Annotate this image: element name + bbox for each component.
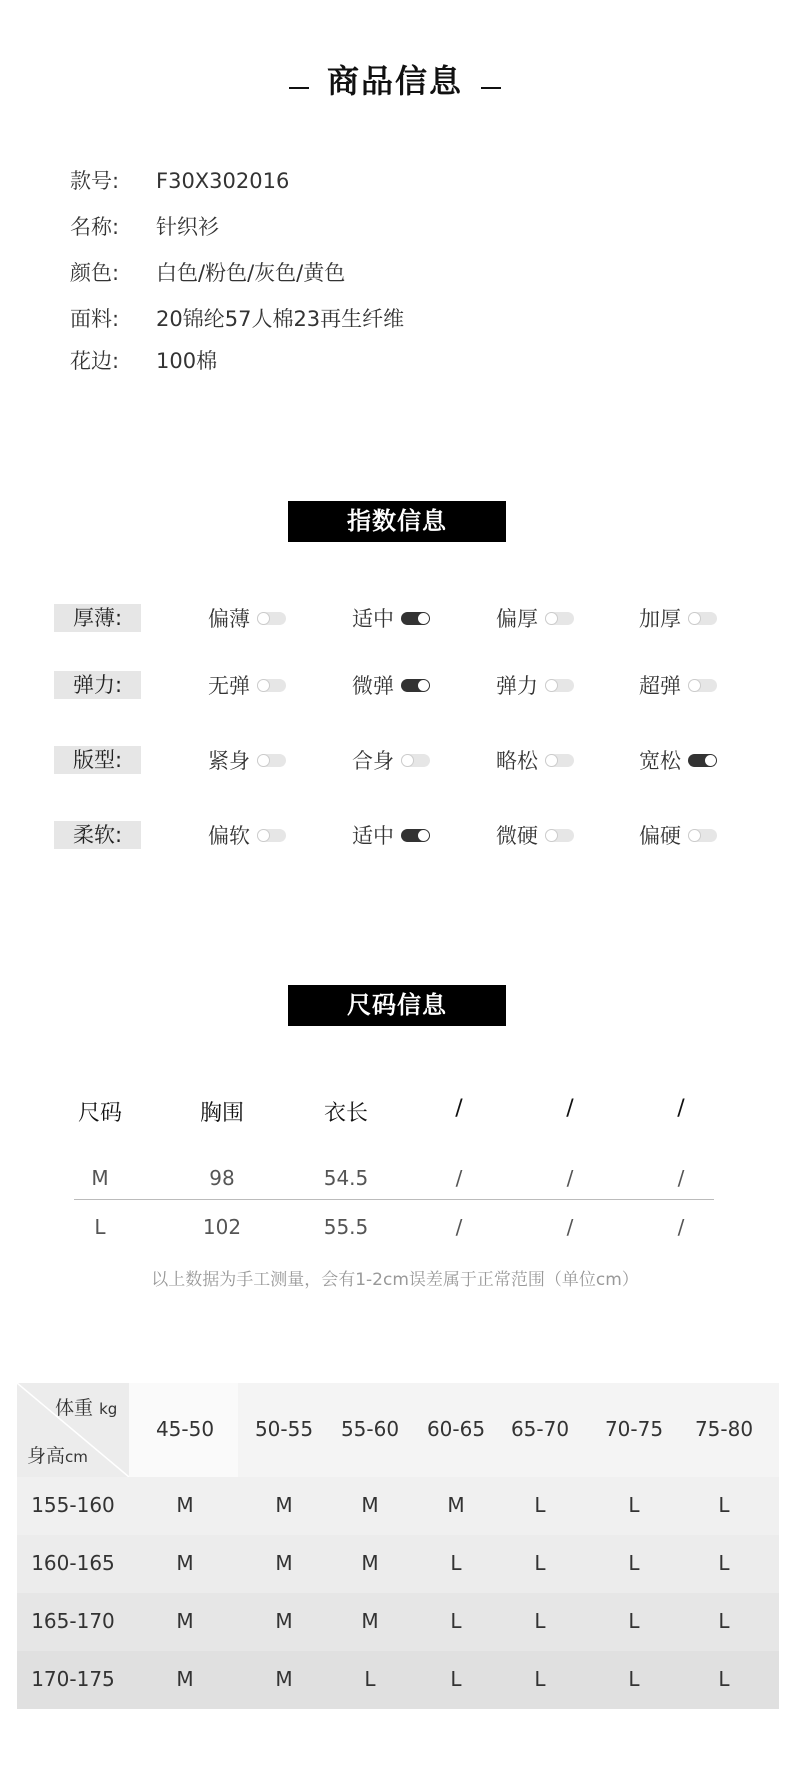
size-cell: L bbox=[718, 1667, 730, 1691]
height-cell: 155-160 bbox=[31, 1493, 115, 1517]
size-table-cell: 102 bbox=[202, 1215, 242, 1239]
index-option-label: 超弹 bbox=[639, 674, 681, 698]
corner-height-label bbox=[27, 1441, 88, 1468]
index-option-label: 宽松 bbox=[639, 749, 681, 773]
index-option-label: 弹力 bbox=[496, 674, 538, 698]
toggle-knob bbox=[546, 755, 557, 766]
toggle-off-icon bbox=[688, 612, 717, 625]
index-label: 柔软: bbox=[54, 821, 141, 849]
info-value: F30X302016 bbox=[156, 169, 290, 193]
index-option bbox=[639, 603, 717, 633]
size-cell: L bbox=[534, 1493, 546, 1517]
index-option-label: 偏硬 bbox=[639, 824, 681, 848]
toggle-off-icon bbox=[545, 829, 574, 842]
toggle-off-icon bbox=[257, 612, 286, 625]
size-table-cell: / bbox=[455, 1215, 463, 1239]
info-row-name bbox=[70, 211, 219, 241]
size-cell: M bbox=[275, 1667, 293, 1691]
info-value: 白色/粉色/灰色/黄色 bbox=[156, 261, 346, 285]
weight-header-cell: 65-70 bbox=[510, 1417, 570, 1441]
toggle-knob bbox=[689, 680, 700, 691]
height-cell: 165-170 bbox=[31, 1609, 115, 1633]
size-cell: M bbox=[176, 1551, 194, 1575]
size-cell: M bbox=[361, 1609, 379, 1633]
info-label: 颜色: bbox=[70, 261, 120, 285]
index-option-label: 微弹 bbox=[352, 674, 394, 698]
toggle-knob bbox=[418, 613, 429, 624]
size-cell: M bbox=[176, 1609, 194, 1633]
toggle-knob bbox=[258, 755, 269, 766]
weight-header-cell: 50-55 bbox=[254, 1417, 314, 1441]
index-option bbox=[352, 670, 430, 700]
size-header-cell: 胸围 bbox=[199, 1101, 244, 1126]
size-cell: L bbox=[718, 1551, 730, 1575]
index-option bbox=[352, 603, 430, 633]
size-table-cell: / bbox=[566, 1166, 574, 1190]
index-option bbox=[208, 745, 286, 775]
toggle-knob bbox=[258, 613, 269, 624]
size-table-cell: 98 bbox=[209, 1166, 235, 1190]
grid-header-row bbox=[17, 1383, 779, 1477]
weight-header-cell: 60-65 bbox=[426, 1417, 486, 1441]
weight-header-cell: 75-80 bbox=[694, 1417, 754, 1441]
index-option-label: 合身 bbox=[352, 749, 394, 773]
toggle-off-icon bbox=[545, 679, 574, 692]
corner-height-unit: cm bbox=[65, 1448, 88, 1466]
info-row-lace bbox=[70, 345, 217, 375]
grid-row bbox=[17, 1651, 779, 1709]
toggle-off-icon bbox=[257, 754, 286, 767]
size-table-cell: 54.5 bbox=[323, 1166, 369, 1190]
size-cell: L bbox=[534, 1609, 546, 1633]
size-table-cell: / bbox=[677, 1215, 685, 1239]
weight-header-cell: 45-50 bbox=[155, 1417, 215, 1441]
toggle-knob bbox=[689, 830, 700, 841]
info-row-fabric bbox=[70, 303, 404, 333]
toggle-knob bbox=[546, 680, 557, 691]
index-option bbox=[208, 603, 286, 633]
size-cell: M bbox=[176, 1667, 194, 1691]
index-option-label: 紧身 bbox=[208, 749, 250, 773]
toggle-knob bbox=[418, 680, 429, 691]
size-cell: L bbox=[628, 1609, 640, 1633]
index-option-label: 无弹 bbox=[208, 674, 250, 698]
size-cell: L bbox=[450, 1609, 462, 1633]
toggle-knob bbox=[402, 755, 413, 766]
toggle-off-icon bbox=[545, 612, 574, 625]
index-option bbox=[496, 603, 574, 633]
index-option bbox=[352, 745, 430, 775]
grid-row bbox=[17, 1477, 779, 1535]
index-option-label: 适中 bbox=[352, 607, 394, 631]
info-value: 100棉 bbox=[156, 349, 218, 373]
size-cell: M bbox=[275, 1551, 293, 1575]
size-banner: 尺码信息 bbox=[288, 985, 506, 1026]
corner-weight-text: 体重 bbox=[55, 1397, 94, 1419]
info-label: 款号: bbox=[70, 169, 120, 193]
index-label: 版型: bbox=[54, 746, 141, 774]
index-option-label: 偏厚 bbox=[496, 607, 538, 631]
index-option bbox=[639, 745, 717, 775]
size-cell: L bbox=[628, 1551, 640, 1575]
info-label: 花边: bbox=[70, 349, 120, 373]
index-option-label: 略松 bbox=[496, 749, 538, 773]
index-option bbox=[639, 820, 717, 850]
index-label: 厚薄: bbox=[54, 604, 141, 632]
height-cell: 170-175 bbox=[31, 1667, 115, 1691]
size-cell: L bbox=[450, 1551, 462, 1575]
toggle-off-icon bbox=[688, 829, 717, 842]
toggle-on-icon bbox=[401, 829, 430, 842]
toggle-off-icon bbox=[257, 829, 286, 842]
toggle-on-icon bbox=[401, 612, 430, 625]
toggle-knob bbox=[418, 830, 429, 841]
info-row-style bbox=[70, 165, 289, 195]
corner-height-text: 身高 bbox=[27, 1445, 66, 1467]
toggle-off-icon bbox=[545, 754, 574, 767]
page-title: 商品信息 bbox=[326, 62, 463, 100]
info-value: 20锦纶57人棉23再生纤维 bbox=[156, 307, 405, 331]
index-option bbox=[639, 670, 717, 700]
corner-weight-label bbox=[55, 1393, 117, 1420]
size-cell: M bbox=[447, 1493, 465, 1517]
size-cell: M bbox=[275, 1609, 293, 1633]
title-dash-left bbox=[289, 87, 309, 89]
size-cell: L bbox=[628, 1667, 640, 1691]
size-header-cell: / bbox=[566, 1096, 574, 1121]
size-cell: L bbox=[718, 1493, 730, 1517]
size-cell: L bbox=[718, 1609, 730, 1633]
toggle-knob bbox=[689, 613, 700, 624]
size-cell: M bbox=[275, 1493, 293, 1517]
size-note: 以上数据为手工测量，会有1-2cm误差属于正常范围（单位cm） bbox=[151, 1270, 639, 1290]
size-table-cell: / bbox=[566, 1215, 574, 1239]
size-cell: L bbox=[628, 1493, 640, 1517]
index-option-label: 加厚 bbox=[639, 607, 681, 631]
toggle-off-icon bbox=[401, 754, 430, 767]
toggle-off-icon bbox=[257, 679, 286, 692]
height-cell: 160-165 bbox=[31, 1551, 115, 1575]
size-cell: L bbox=[534, 1551, 546, 1575]
index-option bbox=[496, 670, 574, 700]
index-banner: 指数信息 bbox=[288, 501, 506, 542]
index-option bbox=[208, 670, 286, 700]
size-cell: M bbox=[361, 1493, 379, 1517]
size-header-cell: 衣长 bbox=[323, 1101, 368, 1126]
toggle-knob bbox=[546, 830, 557, 841]
size-table-cell: / bbox=[455, 1166, 463, 1190]
size-table-cell: L bbox=[94, 1215, 106, 1239]
grid-row bbox=[17, 1535, 779, 1593]
page-title-wrap bbox=[0, 56, 790, 102]
size-cell: M bbox=[176, 1493, 194, 1517]
size-header-cell: 尺码 bbox=[77, 1101, 122, 1126]
grid-row bbox=[17, 1593, 779, 1651]
size-table-cell: M bbox=[91, 1166, 109, 1190]
size-table-cell: 55.5 bbox=[323, 1215, 369, 1239]
size-table-divider bbox=[74, 1199, 714, 1200]
size-header-cell: / bbox=[455, 1096, 463, 1121]
index-label: 弹力: bbox=[54, 671, 141, 699]
index-option bbox=[352, 820, 430, 850]
size-recommendation-grid bbox=[17, 1383, 779, 1709]
size-cell: L bbox=[364, 1667, 376, 1691]
toggle-on-icon bbox=[688, 754, 717, 767]
info-row-color bbox=[70, 257, 345, 287]
size-cell: L bbox=[534, 1667, 546, 1691]
index-option-label: 偏薄 bbox=[208, 607, 250, 631]
corner-weight-unit: kg bbox=[99, 1400, 118, 1418]
title-dash-right bbox=[481, 87, 501, 89]
toggle-knob bbox=[258, 680, 269, 691]
index-option bbox=[496, 820, 574, 850]
toggle-knob bbox=[258, 830, 269, 841]
size-cell: M bbox=[361, 1551, 379, 1575]
index-option-label: 适中 bbox=[352, 824, 394, 848]
size-cell: L bbox=[450, 1667, 462, 1691]
info-label: 名称: bbox=[70, 215, 120, 239]
weight-header-cell: 70-75 bbox=[604, 1417, 664, 1441]
info-value: 针织衫 bbox=[156, 215, 219, 239]
info-label: 面料: bbox=[70, 307, 120, 331]
size-header-cell: / bbox=[677, 1096, 685, 1121]
index-option bbox=[496, 745, 574, 775]
index-option-label: 微硬 bbox=[496, 824, 538, 848]
size-table-cell: / bbox=[677, 1166, 685, 1190]
index-option bbox=[208, 820, 286, 850]
toggle-on-icon bbox=[401, 679, 430, 692]
toggle-knob bbox=[546, 613, 557, 624]
toggle-off-icon bbox=[688, 679, 717, 692]
index-option-label: 偏软 bbox=[208, 824, 250, 848]
toggle-knob bbox=[705, 755, 716, 766]
grid-corner bbox=[17, 1383, 129, 1477]
weight-header-cell: 55-60 bbox=[340, 1417, 400, 1441]
